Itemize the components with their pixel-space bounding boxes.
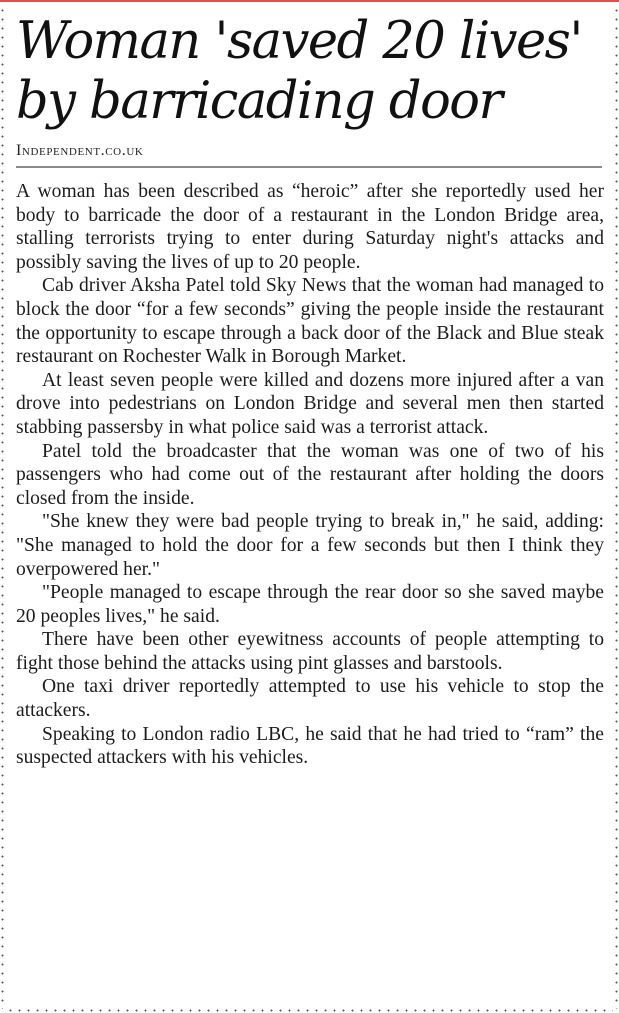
top-rule bbox=[0, 0, 619, 2]
headline-line-1: Woman 'saved 20 lives' bbox=[16, 12, 582, 71]
paragraph-3: At least seven people were killed and dozens more injured after a van drove into pedestrians on London Bridge and several men then started stabbing passersby in what police said was a terrorist attack. bbox=[16, 369, 604, 438]
paragraph-6: "People managed to escape through the rear door so she saved maybe 20 peoples lives," he said. bbox=[16, 582, 604, 627]
paragraph-9: Speaking to London radio LBC, he said that he had tried to “ram” the suspected attackers with his vehicles. bbox=[16, 723, 604, 769]
dotted-border-bottom bbox=[6, 1009, 613, 1012]
paragraph-1: A woman has been described as “heroic” after she reportedly used her body to barricade the door of a restaurant in the London Bridge area, stalling terrorists trying to enter during Saturday night's attacks and possibly saving the lives of up to 20 people. bbox=[16, 181, 604, 273]
paragraph-7: There have been other eyewitness accounts of people attempting to fight those behind the attacks using pint glasses and barstools. bbox=[16, 629, 604, 674]
article-body bbox=[16, 180, 604, 770]
headline bbox=[16, 12, 605, 132]
source-credit: Independent.co.uk bbox=[16, 142, 602, 168]
headline-line-2: by barricading door bbox=[16, 72, 502, 131]
paragraph-4: Patel told the broadcaster that the woman was one of two of his passengers who had come out of the restaurant after holding the doors closed from the inside. bbox=[16, 440, 604, 509]
paragraph-5: "She knew they were bad people trying to break in," he said, adding: "She managed to hold the door for a few seconds but then I think they overpowered her." bbox=[16, 511, 604, 580]
paragraph-8: One taxi driver reportedly attempted to use his vehicle to stop the attackers. bbox=[16, 676, 604, 722]
dotted-border-left bbox=[1, 6, 4, 1009]
paragraph-2: Cab driver Aksha Patel told Sky News that the woman had managed to block the door “for a few seconds” giving the people inside the restaurant the opportunity to escape through a back door of the Black and Blue steak restaurant on Rochester Walk in Borough Market. bbox=[16, 275, 604, 368]
dotted-border-right bbox=[615, 6, 618, 1009]
article bbox=[16, 12, 605, 770]
